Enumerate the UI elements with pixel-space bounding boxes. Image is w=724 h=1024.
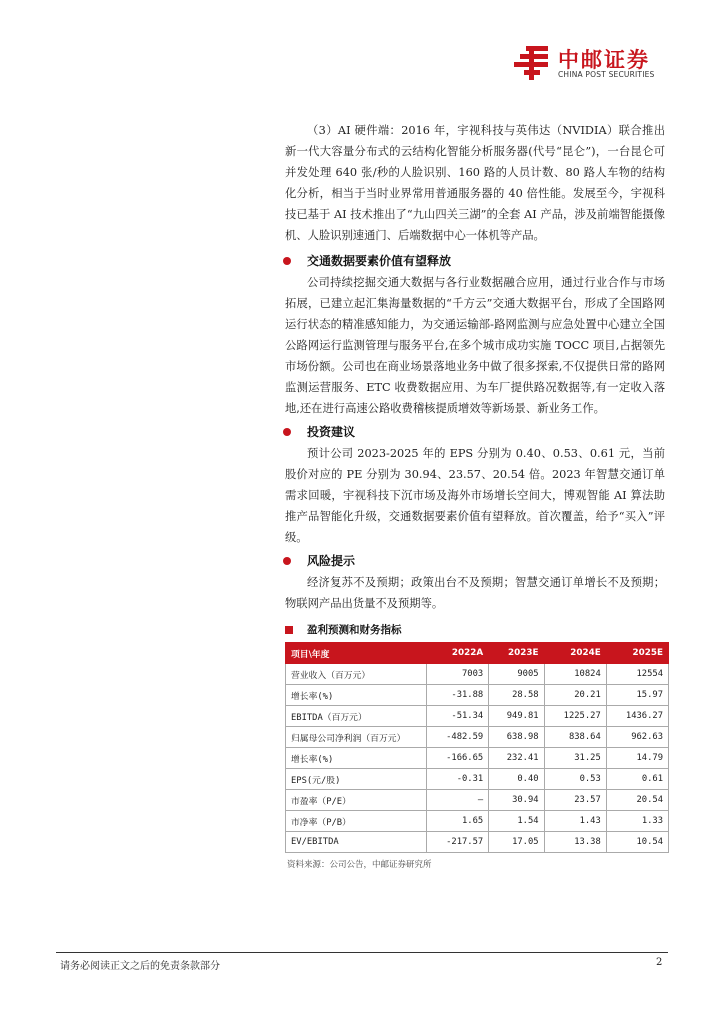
brand-logo (512, 44, 672, 84)
square-bullet-icon (285, 626, 293, 634)
cell: 949.81 (489, 706, 544, 727)
table-row (286, 664, 669, 685)
cell: 12554 (606, 664, 668, 685)
header-cell: 2025E (606, 643, 668, 664)
cell: 15.97 (606, 685, 668, 706)
header-cell: 项目\年度 (286, 643, 427, 664)
investment-paragraph: 预计公司 2023-2025 年的 EPS 分别为 0.40、0.53、0.61 元，当前股价对应的 PE 分别为 30.94、23.57、20.54 倍。2023 年智慧交通订单需求回暖，宇视科技下沉市场及海外市场增长空间大，博观智能 AI 算法助推产品智能化升级，交通数据要素价值有望释放。首次覆盖，给予“买入”评级。 (285, 447, 665, 544)
table-row (286, 790, 669, 811)
row-label: 市净率（P/B） (286, 811, 427, 832)
section-title-investment (285, 421, 665, 443)
cell: 1.54 (489, 811, 544, 832)
header-cell: 2023E (489, 643, 544, 664)
risk-paragraph: 经济复苏不及预期；政策出台不及预期；智慧交通订单增长不及预期；物联网产品出货量不及预期等。 (285, 576, 665, 610)
cell: 28.58 (489, 685, 544, 706)
main-content (285, 120, 665, 870)
row-label: 增长率(%) (286, 748, 427, 769)
cell: 962.63 (606, 727, 668, 748)
china-post-logo-icon (512, 44, 552, 80)
table-source-note: 资料来源：公司公告，中邮证券研究所 (287, 860, 432, 870)
cell: 14.79 (606, 748, 668, 769)
cell: 10824 (544, 664, 606, 685)
row-label: 增长率(%) (286, 685, 427, 706)
financial-forecast-table (285, 642, 669, 853)
bullet-icon (283, 428, 291, 436)
logo-chinese-name: 中邮证券 (558, 48, 650, 72)
section-title-traffic (285, 250, 665, 272)
logo-english-name: CHINA POST SECURITIES (558, 70, 655, 79)
bullet-icon (283, 257, 291, 265)
cell: 1.33 (606, 811, 668, 832)
header-cell: 2022A (427, 643, 489, 664)
table-title-text: 盈利预测和财务指标 (307, 624, 402, 636)
cell: -217.57 (427, 832, 489, 853)
table-row (286, 748, 669, 769)
row-label: EBITDA（百万元） (286, 706, 427, 727)
cell: — (427, 790, 489, 811)
cell: 31.25 (544, 748, 606, 769)
section-title-risk (285, 550, 665, 572)
cell: 0.40 (489, 769, 544, 790)
traffic-paragraph: 公司持续挖掘交通大数据与各行业数据融合应用，通过行业合作与市场拓展，已建立起汇集海量数据的“千方云”交通大数据平台，形成了全国路网运行状态的精准感知能力，为交通运输部-路网监测与应急处置中心建立全国公路网运行监测管理与服务平台,在多个城市成功实施 TOCC 项目,占据领先市场份额。公司也在商业场景落地业务中做了很多探索,不仅提供日常的路网监测运营服务、ETC 收费数据应用、为车厂提供路况数据等,有一定收入落地,还在进行高速公路收费稽核提质增效等新场景、新业务工作。 (285, 276, 665, 415)
bullet-icon (283, 557, 291, 565)
cell: 30.94 (489, 790, 544, 811)
cell: 17.05 (489, 832, 544, 853)
table-row (286, 727, 669, 748)
cell: -31.88 (427, 685, 489, 706)
cell: 1436.27 (606, 706, 668, 727)
cell: 23.57 (544, 790, 606, 811)
cell: 0.53 (544, 769, 606, 790)
cell: -166.65 (427, 748, 489, 769)
cell: 838.64 (544, 727, 606, 748)
section-title-text: 投资建议 (307, 425, 356, 439)
table-row (286, 811, 669, 832)
table-title (285, 620, 665, 640)
footer-disclaimer: 请务必阅读正文之后的免责条款部分 (60, 961, 220, 972)
table-header-row (286, 643, 669, 664)
cell: 7003 (427, 664, 489, 685)
row-label: 归属母公司净利润（百万元） (286, 727, 427, 748)
cell: 1.65 (427, 811, 489, 832)
cell: 20.21 (544, 685, 606, 706)
footer-divider (56, 952, 668, 953)
cell: 1225.27 (544, 706, 606, 727)
table-row (286, 685, 669, 706)
cell: 13.38 (544, 832, 606, 853)
cell: 1.43 (544, 811, 606, 832)
section-title-text: 风险提示 (307, 554, 356, 568)
table-row (286, 769, 669, 790)
hardware-paragraph: （3）AI 硬件端：2016 年，宇视科技与英伟达（NVIDIA）联合推出新一代大容量分布式的云结构化智能分析服务器(代号“昆仑”)，一台昆仑可并发处理 640 张/秒的人脸识别、160 路的人员计数、80 路人车物的结构化分析，相当于当时业界常用普通服务器的 40 倍性能。发展至今，宇视科技已基于 AI 技术推出了“九山四关三湖”的全套 AI 产品，涉及前端智能摄像机、人脸识别速通门、后端数据中心一体机等产品。 (285, 124, 665, 242)
row-label: EPS(元/股) (286, 769, 427, 790)
cell: 10.54 (606, 832, 668, 853)
section-title-text: 交通数据要素价值有望释放 (307, 254, 452, 268)
row-label: 营业收入（百万元） (286, 664, 427, 685)
row-label: 市盈率（P/E） (286, 790, 427, 811)
cell: 9005 (489, 664, 544, 685)
table-row (286, 706, 669, 727)
cell: 0.61 (606, 769, 668, 790)
cell: -482.59 (427, 727, 489, 748)
table-row (286, 832, 669, 853)
cell: 232.41 (489, 748, 544, 769)
header-cell: 2024E (544, 643, 606, 664)
page-number: 2 (656, 957, 663, 968)
cell: -0.31 (427, 769, 489, 790)
row-label: EV/EBITDA (286, 832, 427, 853)
cell: 638.98 (489, 727, 544, 748)
cell: 20.54 (606, 790, 668, 811)
cell: -51.34 (427, 706, 489, 727)
